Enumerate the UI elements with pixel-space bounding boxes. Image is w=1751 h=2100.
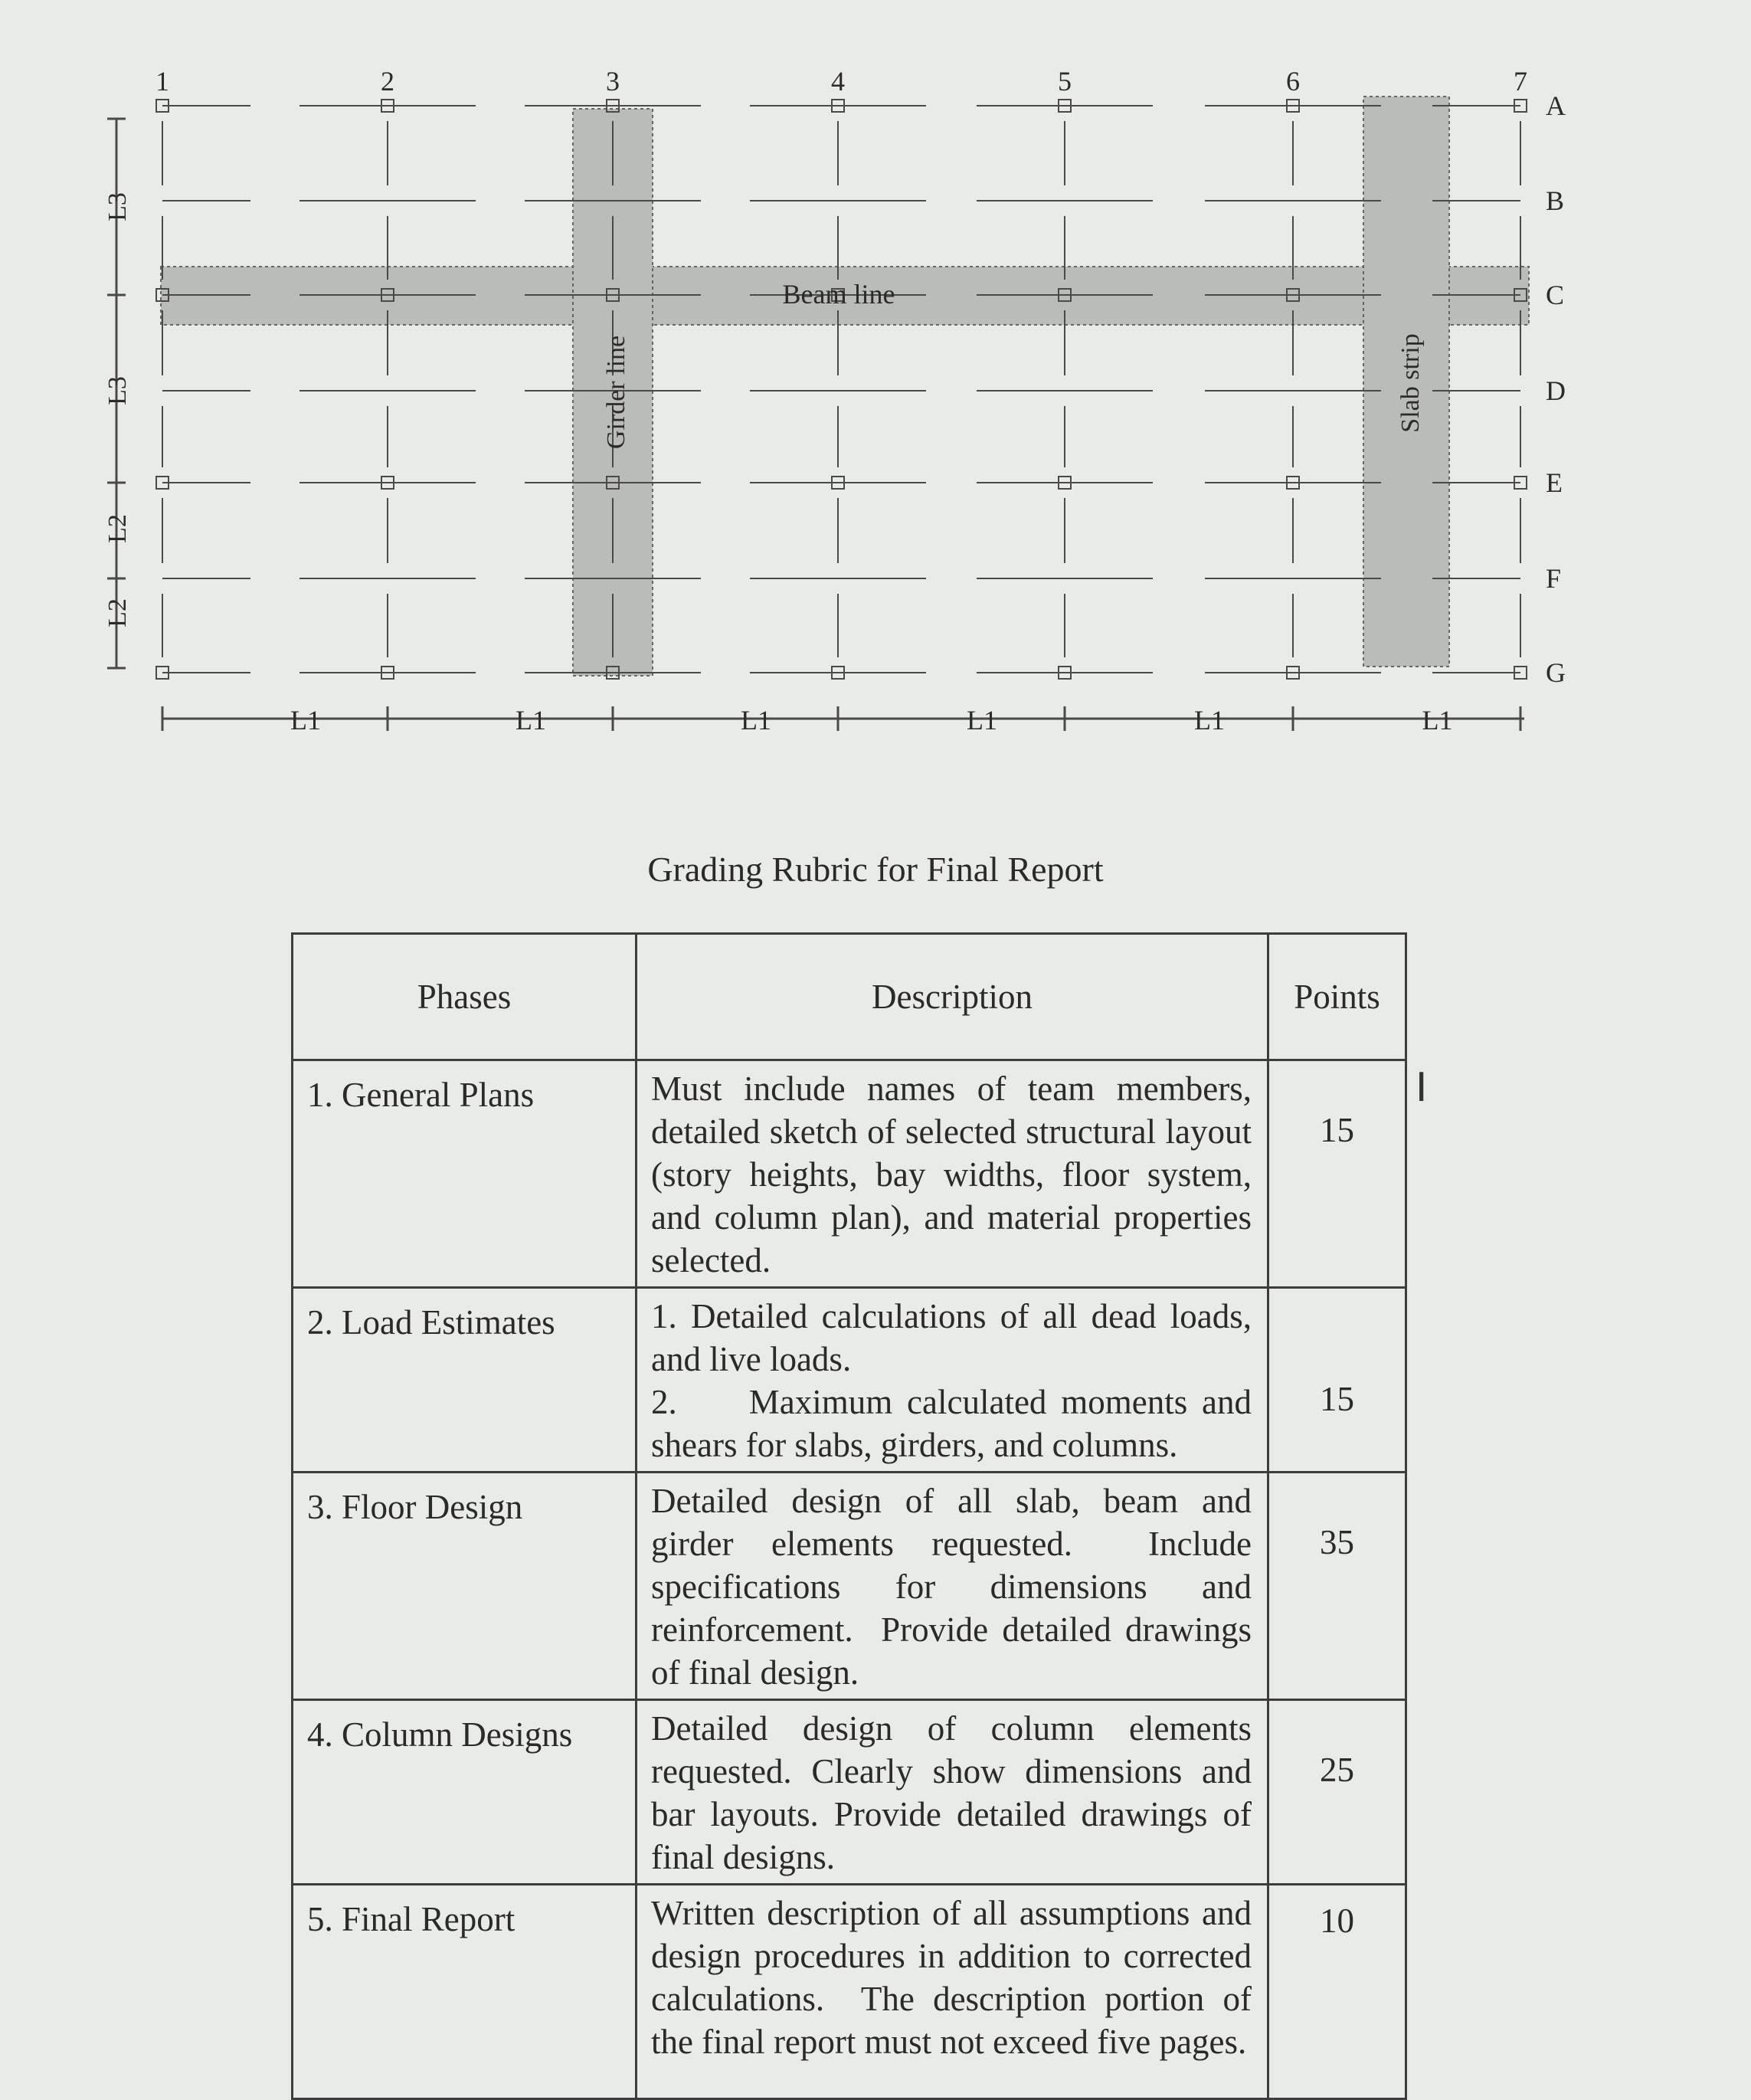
points-cell: 25 [1268,1700,1406,1885]
girder-line-label: Girder line [602,335,630,450]
span-label: L1 [741,705,771,735]
description-cell: Detailed design of all slab, beam and girder elements requested. Include specifications for dimensions and reinforcement. Provide detailed drawings of final design. [637,1473,1268,1700]
column-line-label: 1 [155,66,169,97]
phase-cell: 3. Floor Design [293,1473,637,1700]
row-line-label: E [1546,467,1563,498]
span-label: L1 [1194,705,1225,735]
phase-cell: 5. Final Report [293,1885,637,2099]
structural-floor-plan [0,0,1751,766]
table-row [293,1288,1406,1473]
side-label: L2 [103,598,132,627]
span-label: L1 [1422,705,1453,735]
beam-line-label: Beam line [782,279,895,310]
side-label: L2 [103,514,132,543]
rubric-title: Grading Rubric for Final Report [647,850,1104,889]
table-row [293,1885,1406,2099]
column-line-label: 6 [1286,66,1300,97]
description-cell: Detailed design of column elements requested. Clearly show dimensions and bar layouts. Provide detailed drawings of final designs. [637,1700,1268,1885]
row-line-label: G [1546,657,1566,688]
phase-cell: 1. General Plans [293,1060,637,1288]
description-cell: 1. Detailed calculations of all dead loads, and live loads. 2. Maximum calculated moments and shears for slabs, girders, and columns. [637,1288,1268,1473]
column-line-label: 2 [381,66,394,97]
column-line-label: 4 [831,66,845,97]
row-line-label: C [1546,280,1565,310]
header-description: Description [637,934,1268,1060]
description-cell: Written description of all assumptions and design procedures in addition to corrected calculations. The description portion of the final report must not exceed five pages. [637,1885,1268,2099]
span-label: L1 [290,705,321,735]
header-phases: Phases [293,934,637,1060]
span-label: L1 [515,705,546,735]
text-cursor-icon: I [1416,1065,1428,1111]
slab-strip-label: Slab strip [1396,333,1425,433]
table-row [293,1473,1406,1700]
table-row [293,1700,1406,1885]
points-cell: 15 [1268,1288,1406,1473]
column-line-label: 3 [606,66,620,97]
row-line-label: D [1546,375,1566,406]
phase-cell: 2. Load Estimates [293,1288,637,1473]
column-line-label: 7 [1514,66,1527,97]
side-label: L3 [103,192,132,221]
column-line-label: 5 [1058,66,1072,97]
row-line-label: A [1546,90,1566,121]
row-line-label: F [1546,563,1562,594]
description-cell: Must include names of team members, detailed sketch of selected structural layout (story heights, bay widths, floor system, and column plan), and material properties selected. [637,1060,1268,1288]
points-cell: 15 [1268,1060,1406,1288]
points-cell: 35 [1268,1473,1406,1700]
points-cell: 10 [1268,1885,1406,2099]
grading-rubric-table [291,932,1407,2100]
table-row [293,1060,1406,1288]
table-header-row [293,934,1406,1060]
phase-cell: 4. Column Designs [293,1700,637,1885]
row-line-label: B [1546,185,1565,216]
side-label: L3 [103,376,132,405]
header-points: Points [1268,934,1406,1060]
span-label: L1 [967,705,997,735]
